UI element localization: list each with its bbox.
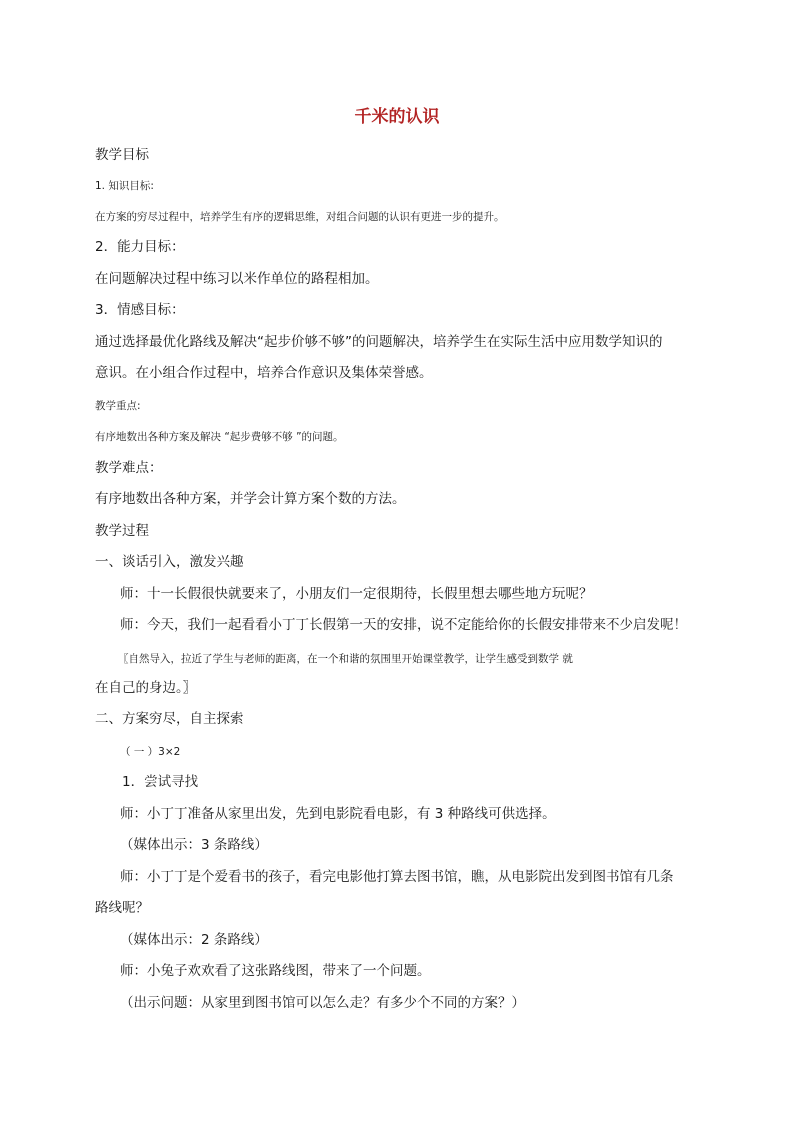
heading-teaching-objectives: 教学目标 [95, 147, 149, 163]
section-one-heading: 一、谈话引入，激发兴趣 [95, 554, 244, 570]
emotion-objective-text-line1: 通过选择最优化路线及解决“起步价够不够”的问题解决，培养学生在实际生活中应用数学知识的 [95, 334, 663, 350]
key-points-label: 教学重点: [95, 400, 141, 412]
document-title: 千米的认识 [354, 107, 440, 127]
heading-teaching-process: 教学过程 [95, 523, 149, 539]
teacher-line-4-cont: 路线呢？ [95, 900, 149, 916]
commentary-line-1: 〖自然导入，拉近了学生与老师的距离，在一个和谐的氛围里开始课堂教学，让学生感受到数学 就 [118, 653, 573, 665]
section-two-heading: 二、方案穷尽，自主探索 [95, 711, 244, 727]
media-note-2: （媒体出示：2 条路线） [120, 932, 268, 948]
question-note: （出示问题：从家里到图书馆可以怎么走？有多少个不同的方案？） [120, 995, 525, 1011]
knowledge-objective-text: 在方案的穷尽过程中，培养学生有序的逻辑思维，对组合问题的认识有更进一步的提升。 [95, 211, 505, 223]
emotion-objective-label: 3．情感目标： [95, 302, 185, 318]
difficulties-text: 有序地数出各种方案，并学会计算方案个数的方法。 [95, 491, 406, 507]
teacher-line-3: 师：小丁丁准备从家里出发，先到电影院看电影，有 3 种路线可供选择。 [120, 806, 556, 822]
key-points-text: 有序地数出各种方案及解决 “起步费够不够 ”的问题。 [95, 431, 344, 443]
knowledge-objective-label: 1. 知识目标: [95, 180, 154, 192]
commentary-line-2: 在自己的身边。〗 [95, 680, 197, 696]
teacher-line-5: 师：小兔子欢欢看了这张路线图，带来了一个问题。 [120, 963, 431, 979]
teacher-line-4: 师：小丁丁是个爱看书的孩子，看完电影他打算去图书馆，瞧，从电影院出发到图书馆有几条 [120, 869, 674, 885]
media-note-1: （媒体出示：3 条路线） [120, 837, 268, 853]
subsection-3x2: （ 一 ）3×2 [120, 746, 181, 758]
emotion-objective-text-line2: 意识。在小组合作过程中，培养合作意识及集体荣誉感。 [95, 365, 433, 381]
ability-objective-label: 2．能力目标： [95, 239, 185, 255]
difficulties-label: 教学难点： [95, 460, 163, 476]
teacher-line-1: 师：十一长假很快就要来了，小朋友们一定很期待，长假里想去哪些地方玩呢？ [120, 586, 593, 602]
teacher-line-2: 师：今天，我们一起看看小丁丁长假第一天的安排，说不定能给你的长假安排带来不少启发呢！ [120, 617, 687, 633]
ability-objective-text: 在问题解决过程中练习以米作单位的路程相加。 [95, 271, 379, 287]
step-try-find: 1．尝试寻找 [122, 774, 199, 790]
